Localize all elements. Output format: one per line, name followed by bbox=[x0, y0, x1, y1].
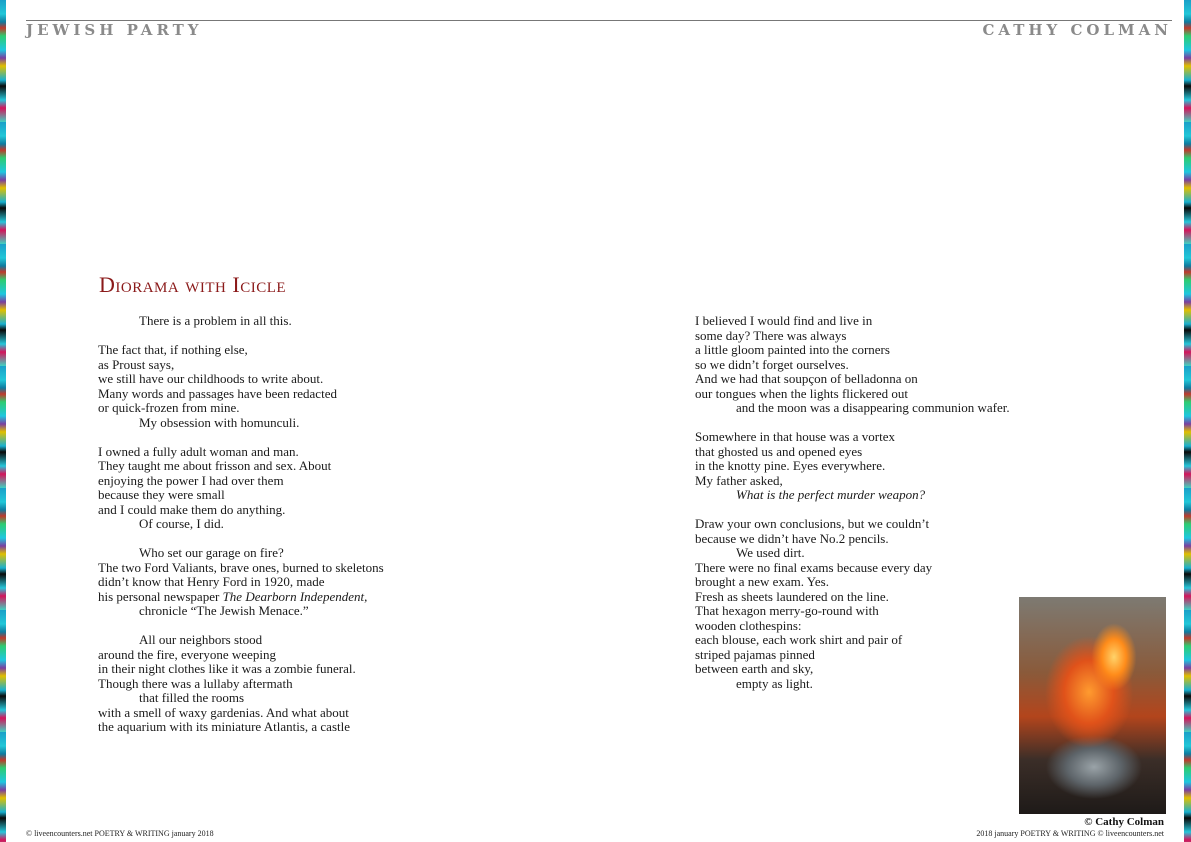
poem-line: empty as light. bbox=[736, 675, 813, 691]
poem-line: Who set our garage on fire? bbox=[139, 545, 284, 560]
author-name: CATHY COLMAN bbox=[982, 21, 1172, 39]
poem-line: brought a new exam. Yes. bbox=[695, 574, 829, 589]
poem-line: or quick-frozen from mine. bbox=[98, 400, 240, 415]
poem-line: My father asked, bbox=[695, 472, 783, 488]
poem-title: Diorama with Icicle bbox=[99, 272, 287, 297]
poem-line: There were no final exams because every day bbox=[695, 559, 933, 575]
poem-line: and I could make them do anything. bbox=[98, 501, 286, 517]
poem-line: Draw your own conclusions, but we couldn’t bbox=[695, 516, 930, 531]
poem-line: They taught me about frisson and sex. About bbox=[98, 458, 332, 473]
stanza-break bbox=[98, 329, 384, 344]
photo-credit: © Cathy Colman bbox=[1084, 816, 1164, 828]
poem-line: that filled the rooms bbox=[139, 690, 245, 705]
poem-line: Though there was a lullaby aftermath bbox=[98, 675, 293, 691]
poem-line: That hexagon merry-go-round with bbox=[695, 603, 879, 618]
burning-car-photo bbox=[1019, 597, 1166, 814]
stanza-break bbox=[98, 430, 384, 445]
stanza-break bbox=[98, 532, 384, 547]
magazine-page bbox=[6, 0, 1184, 842]
newspaper-title: The Dearborn Independent, bbox=[222, 588, 368, 604]
poem-line: I believed I would find and live in bbox=[695, 313, 873, 328]
stanza-break bbox=[98, 619, 384, 634]
poem-line: with a smell of waxy gardenias. And what about bbox=[98, 704, 349, 720]
poem-line: My obsession with homunculi. bbox=[139, 414, 300, 430]
poem-line: I owned a fully adult woman and man. bbox=[98, 443, 299, 459]
poem-line: Somewhere in that house was a vortex bbox=[695, 429, 896, 444]
poem-line: some day? There was always bbox=[695, 327, 847, 343]
poem-line: There is a problem in all this. bbox=[139, 313, 292, 328]
poem-line: didn’t know that Henry Ford in 1920, made bbox=[98, 574, 325, 589]
poem-line: The fact that, if nothing else, bbox=[98, 342, 248, 357]
poem-line: our tongues when the lights flickered out bbox=[695, 385, 909, 401]
decorative-right-edge bbox=[1184, 0, 1191, 842]
poem-line: striped pajamas pinned bbox=[695, 646, 815, 662]
poem-line: because they were small bbox=[98, 487, 225, 502]
poem-line: wooden clothespins: bbox=[695, 617, 802, 633]
poem-line: so we didn’t forget ourselves. bbox=[695, 356, 849, 372]
poem-line: each blouse, each work shirt and pair of bbox=[695, 632, 903, 647]
poem-line: and the moon was a disappearing communion wafer. bbox=[736, 400, 1010, 415]
stanza-break bbox=[695, 503, 1010, 518]
poem-line: Fresh as sheets laundered on the line. bbox=[695, 588, 889, 604]
poem-line: The two Ford Valiants, brave ones, burned to skeletons bbox=[98, 559, 384, 575]
poem-line: What is the perfect murder weapon? bbox=[736, 487, 926, 502]
poem-line: that ghosted us and opened eyes bbox=[695, 443, 863, 459]
poem-line: chronicle “The Jewish Menace.” bbox=[139, 603, 309, 618]
poem-line: because we didn’t have No.2 pencils. bbox=[695, 530, 889, 546]
poem-line: enjoying the power I had over them bbox=[98, 472, 284, 488]
poem-line: around the fire, everyone weeping bbox=[98, 646, 276, 662]
poem-line-text: his personal newspaper bbox=[98, 588, 223, 604]
poem-left-column bbox=[98, 314, 384, 735]
poem-line: the aquarium with its miniature Atlantis, a castle bbox=[98, 719, 350, 734]
poem-line: as Proust says, bbox=[98, 356, 175, 372]
poem-line bbox=[98, 590, 384, 605]
poem-line: a little gloom painted into the corners bbox=[695, 342, 890, 357]
poem-line: Of course, I did. bbox=[139, 516, 224, 531]
footer-right-text: 2018 january POETRY & WRITING © liveencounters.net bbox=[976, 829, 1164, 838]
poem-line: in the knotty pine. Eyes everywhere. bbox=[695, 458, 886, 473]
poem-line: Many words and passages have been redacted bbox=[98, 385, 337, 401]
poem-line: All our neighbors stood bbox=[139, 632, 263, 647]
section-title: JEWISH PARTY bbox=[26, 21, 203, 39]
poem-line: we still have our childhoods to write about. bbox=[98, 371, 324, 386]
footer-left-text: © liveencounters.net POETRY & WRITING january 2018 bbox=[26, 829, 214, 838]
poem-line: between earth and sky, bbox=[695, 661, 814, 676]
poem-line: We used dirt. bbox=[736, 545, 805, 560]
poem-line: in their night clothes like it was a zombie funeral. bbox=[98, 661, 356, 676]
poem-right-column bbox=[695, 314, 1010, 691]
stanza-break bbox=[695, 416, 1010, 431]
poem-line: And we had that soupçon of belladonna on bbox=[695, 371, 918, 386]
